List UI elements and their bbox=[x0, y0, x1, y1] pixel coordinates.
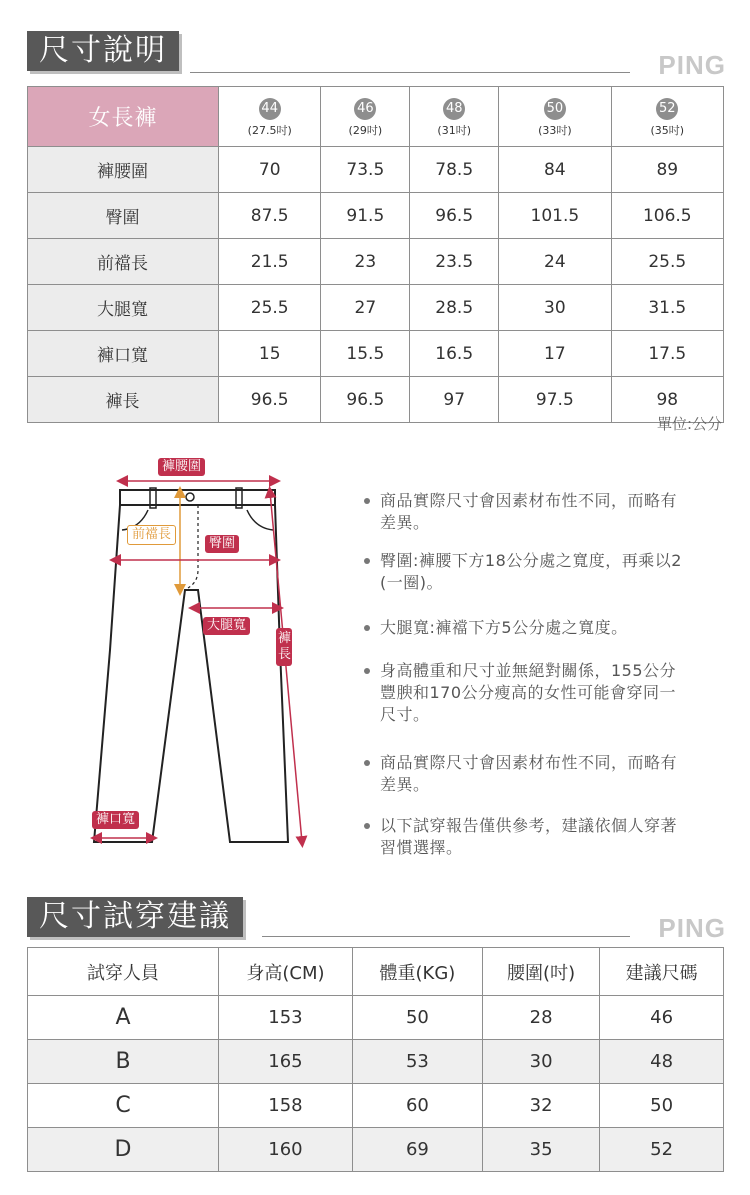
table-cell: 97 bbox=[410, 377, 499, 423]
fit-section-divider bbox=[262, 936, 630, 937]
brand-logo: PING bbox=[658, 913, 726, 943]
table-row bbox=[28, 285, 724, 331]
length-tag: 褲長 bbox=[276, 628, 292, 666]
fit-section-title bbox=[27, 897, 243, 937]
table-cell: 70 bbox=[219, 147, 321, 193]
fit-section-title-text: 尺寸試穿建議 bbox=[27, 897, 243, 937]
table-cell: 158 bbox=[219, 1084, 353, 1128]
size-section-title bbox=[27, 31, 179, 71]
table-cell: 30 bbox=[499, 285, 611, 331]
size-section-divider bbox=[190, 72, 630, 73]
table-row bbox=[28, 239, 724, 285]
note-item: 大腿寬:褲襠下方5公分處之寬度。 bbox=[364, 617, 684, 639]
table-cell: 17.5 bbox=[611, 331, 723, 377]
table-cell: 28 bbox=[482, 996, 599, 1040]
size-badge: 50 bbox=[544, 98, 566, 120]
table-cell: 89 bbox=[611, 147, 723, 193]
pants-outline bbox=[94, 505, 288, 842]
table-cell: 96.5 bbox=[219, 377, 321, 423]
table-cell: 96.5 bbox=[321, 377, 410, 423]
fit-table-header bbox=[28, 948, 724, 996]
bullet-icon bbox=[364, 558, 370, 564]
row-label: 褲腰圍 bbox=[28, 147, 219, 193]
size-badge: 48 bbox=[443, 98, 465, 120]
fit-table bbox=[27, 947, 724, 1172]
table-cell: B bbox=[28, 1040, 219, 1084]
table-row bbox=[28, 996, 724, 1040]
column-header: 試穿人員 bbox=[28, 948, 219, 996]
thigh-tag: 大腿寬 bbox=[203, 617, 250, 635]
bullet-icon bbox=[364, 498, 370, 504]
size-inch: (27.5吋) bbox=[247, 123, 292, 137]
table-cell: C bbox=[28, 1084, 219, 1128]
table-cell: 165 bbox=[219, 1040, 353, 1084]
table-cell: 17 bbox=[499, 331, 611, 377]
table-cell: 101.5 bbox=[499, 193, 611, 239]
table-cell: 106.5 bbox=[611, 193, 723, 239]
table-cell: 98 bbox=[611, 377, 723, 423]
size-badge: 46 bbox=[354, 98, 376, 120]
table-cell: 27 bbox=[321, 285, 410, 331]
table-cell: 87.5 bbox=[219, 193, 321, 239]
brand-logo: PING bbox=[658, 50, 726, 80]
table-cell: 84 bbox=[499, 147, 611, 193]
table-cell: 30 bbox=[482, 1040, 599, 1084]
column-header: 建議尺碼 bbox=[600, 948, 724, 996]
size-badge: 52 bbox=[656, 98, 678, 120]
note-item: 商品實際尺寸會因素材布性不同，而略有差異。 bbox=[364, 490, 684, 534]
size-inch: (31吋) bbox=[437, 123, 472, 137]
size-inch: (33吋) bbox=[538, 123, 572, 137]
table-cell: 32 bbox=[482, 1084, 599, 1128]
category-label: 女長褲 bbox=[28, 87, 219, 147]
table-cell: 96.5 bbox=[410, 193, 499, 239]
table-row bbox=[28, 1084, 724, 1128]
size-badge: 44 bbox=[259, 98, 281, 120]
size-col-48 bbox=[410, 87, 499, 147]
pants-diagram bbox=[80, 450, 340, 860]
table-row bbox=[28, 193, 724, 239]
size-col-52 bbox=[611, 87, 723, 147]
column-header: 腰圍(吋) bbox=[482, 948, 599, 996]
note-item: 臀圍:褲腰下方18公分處之寬度，再乘以2 (一圈)。 bbox=[364, 550, 684, 594]
table-cell: A bbox=[28, 996, 219, 1040]
table-cell: 46 bbox=[600, 996, 724, 1040]
table-row bbox=[28, 331, 724, 377]
size-col-44 bbox=[219, 87, 321, 147]
size-col-50 bbox=[499, 87, 611, 147]
unit-label: 單位:公分 bbox=[656, 415, 722, 433]
size-col-46 bbox=[321, 87, 410, 147]
row-label: 大腿寬 bbox=[28, 285, 219, 331]
bullet-icon bbox=[364, 625, 370, 631]
hip-tag: 臀圍 bbox=[205, 535, 239, 553]
hem-tag: 褲口寬 bbox=[92, 811, 139, 829]
size-section-title-text: 尺寸說明 bbox=[27, 31, 179, 71]
note-item: 身高體重和尺寸並無絕對關係，155公分豐腴和170公分瘦高的女性可能會穿同一尺寸。 bbox=[364, 660, 684, 726]
table-cell: 16.5 bbox=[410, 331, 499, 377]
table-cell: 21.5 bbox=[219, 239, 321, 285]
table-cell: 60 bbox=[352, 1084, 482, 1128]
table-cell: 15 bbox=[219, 331, 321, 377]
table-cell: 153 bbox=[219, 996, 353, 1040]
note-item: 以下試穿報告僅供參考，建議依個人穿著習慣選擇。 bbox=[364, 815, 684, 859]
table-cell: 78.5 bbox=[410, 147, 499, 193]
table-cell: 23 bbox=[321, 239, 410, 285]
table-cell: 35 bbox=[482, 1128, 599, 1172]
table-cell: 97.5 bbox=[499, 377, 611, 423]
table-cell: 160 bbox=[219, 1128, 353, 1172]
table-cell: D bbox=[28, 1128, 219, 1172]
pants-fly bbox=[188, 505, 198, 588]
size-inch: (29吋) bbox=[348, 123, 383, 137]
size-table bbox=[27, 86, 724, 423]
row-label: 褲口寬 bbox=[28, 331, 219, 377]
table-cell: 50 bbox=[352, 996, 482, 1040]
table-cell: 48 bbox=[600, 1040, 724, 1084]
button-icon bbox=[186, 493, 194, 501]
row-label: 臀圍 bbox=[28, 193, 219, 239]
table-row bbox=[28, 147, 724, 193]
table-cell: 52 bbox=[600, 1128, 724, 1172]
table-cell: 73.5 bbox=[321, 147, 410, 193]
table-cell: 28.5 bbox=[410, 285, 499, 331]
table-row bbox=[28, 377, 724, 423]
column-header: 身高(CM) bbox=[219, 948, 353, 996]
bullet-icon bbox=[364, 823, 370, 829]
table-row bbox=[28, 1128, 724, 1172]
rise-tag: 前襠長 bbox=[127, 525, 176, 545]
table-cell: 69 bbox=[352, 1128, 482, 1172]
table-row bbox=[28, 1040, 724, 1084]
table-cell: 25.5 bbox=[611, 239, 723, 285]
table-cell: 24 bbox=[499, 239, 611, 285]
pants-pocket bbox=[247, 510, 273, 530]
column-header: 體重(KG) bbox=[352, 948, 482, 996]
note-item: 商品實際尺寸會因素材布性不同，而略有差異。 bbox=[364, 752, 684, 796]
table-cell: 50 bbox=[600, 1084, 724, 1128]
table-cell: 15.5 bbox=[321, 331, 410, 377]
table-cell: 91.5 bbox=[321, 193, 410, 239]
waist-tag: 褲腰圍 bbox=[158, 458, 205, 476]
size-table-header bbox=[28, 87, 724, 147]
row-label: 褲長 bbox=[28, 377, 219, 423]
row-label: 前襠長 bbox=[28, 239, 219, 285]
pants-waistband bbox=[120, 490, 275, 505]
bullet-icon bbox=[364, 760, 370, 766]
table-cell: 53 bbox=[352, 1040, 482, 1084]
table-cell: 23.5 bbox=[410, 239, 499, 285]
table-cell: 31.5 bbox=[611, 285, 723, 331]
bullet-icon bbox=[364, 668, 370, 674]
table-cell: 25.5 bbox=[219, 285, 321, 331]
size-inch: (35吋) bbox=[650, 123, 685, 137]
